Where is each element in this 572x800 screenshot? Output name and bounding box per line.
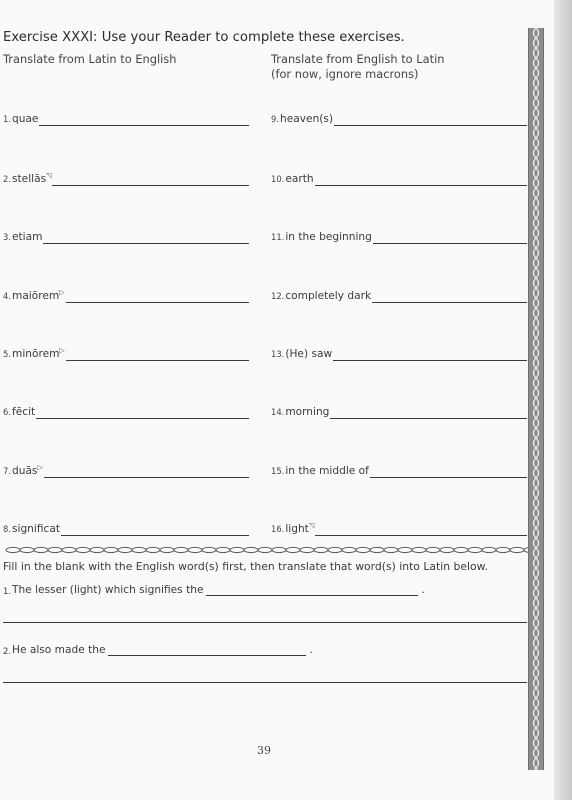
answer-blank[interactable] — [39, 113, 249, 126]
exercise-number: 10. — [271, 174, 285, 184]
fill-blank[interactable] — [206, 583, 418, 596]
exercise-item — [271, 110, 527, 126]
exercise-word: morning — [285, 406, 330, 418]
divider-link — [216, 547, 230, 552]
divider-link — [174, 547, 188, 552]
exercise-number: 15. — [271, 466, 285, 476]
divider-link — [244, 547, 258, 552]
exercise-number: 1. — [3, 114, 11, 124]
exercise-item — [271, 287, 527, 303]
divider-link — [412, 547, 426, 552]
fill-item-2 — [3, 640, 313, 656]
exercise-word: significat — [12, 523, 60, 535]
derivative-marker-icon: ◹ — [46, 171, 52, 180]
exercise-number: 4. — [3, 291, 11, 301]
exercise-label — [3, 347, 65, 361]
exercise-word: etiam — [12, 231, 43, 243]
exercise-number: 3. — [3, 232, 11, 242]
exercise-label — [271, 289, 371, 303]
divider-link — [356, 547, 370, 552]
exercise-word: maiōrem — [12, 290, 60, 302]
exercise-word: (He) saw — [285, 348, 333, 360]
divider-link — [314, 547, 328, 552]
exercise-label — [3, 464, 43, 478]
divider-link — [370, 547, 384, 552]
divider-link — [454, 547, 468, 552]
exercise-word: in the beginning — [285, 231, 372, 243]
divider-link — [496, 547, 510, 552]
exercise-word: minōrem — [12, 348, 60, 360]
divider-link — [482, 547, 496, 552]
exercise-item — [3, 462, 249, 478]
answer-blank[interactable] — [330, 406, 527, 419]
exercise-number: 16. — [271, 524, 285, 534]
instructions-text: Fill in the blank with the English word(s) first, then translate that word(s) into Latin below. — [3, 560, 488, 573]
answer-blank[interactable] — [315, 523, 527, 536]
divider-link — [48, 547, 62, 552]
divider-link — [118, 547, 132, 552]
divider-link — [342, 547, 356, 552]
exercise-label — [3, 172, 51, 186]
exercise-word: stellās — [12, 173, 47, 185]
exercise-word: quae — [12, 113, 39, 125]
divider-link — [426, 547, 440, 552]
exercise-item — [3, 228, 249, 244]
derivative-marker-icon: ▷ — [37, 463, 43, 472]
fill-item-1 — [3, 580, 425, 596]
divider-link — [398, 547, 412, 552]
exercise-label — [3, 112, 38, 126]
exercise-number: 14. — [271, 407, 285, 417]
fill-item-end: . — [309, 644, 313, 656]
exercise-word: heaven(s) — [280, 113, 334, 125]
exercise-label — [271, 230, 372, 244]
exercise-number: 2. — [3, 174, 11, 184]
divider-link — [272, 547, 286, 552]
exercise-label — [271, 172, 314, 186]
exercise-label — [3, 230, 42, 244]
exercise-item — [3, 403, 249, 419]
divider-link — [328, 547, 342, 552]
exercise-number: 6. — [3, 407, 11, 417]
exercise-label — [271, 522, 314, 536]
divider-link — [146, 547, 160, 552]
exercise-number: 8. — [3, 524, 11, 534]
answer-blank[interactable] — [43, 231, 249, 244]
divider-link — [230, 547, 244, 552]
divider-link — [188, 547, 202, 552]
answer-blank[interactable] — [315, 173, 527, 186]
fill-blank[interactable] — [108, 643, 306, 656]
exercise-word: completely dark — [285, 290, 372, 302]
decorative-border-strip — [528, 28, 544, 770]
exercise-word: light — [285, 523, 309, 535]
exercise-number: 9. — [271, 114, 279, 124]
latin-answer-line-2[interactable] — [3, 682, 527, 683]
exercise-item — [3, 170, 249, 186]
divider-link — [286, 547, 300, 552]
page-number: 39 — [257, 744, 271, 757]
exercise-word: earth — [285, 173, 314, 185]
fill-item-number: 1. — [3, 586, 11, 596]
exercise-number: 13. — [271, 349, 285, 359]
page-edge-shadow — [554, 0, 572, 800]
derivative-marker-icon: ◹ — [308, 521, 315, 530]
exercise-number: 7. — [3, 466, 11, 476]
fill-item-text: He also made the — [12, 644, 106, 656]
exercise-item — [271, 520, 527, 536]
exercise-item — [3, 110, 249, 126]
exercise-number: 5. — [3, 349, 11, 359]
answer-blank[interactable] — [373, 231, 527, 244]
divider-link — [524, 547, 528, 552]
divider-link — [468, 547, 482, 552]
divider-link — [76, 547, 90, 552]
answer-blank[interactable] — [370, 465, 527, 478]
right-column-header — [271, 52, 444, 82]
divider-link — [90, 547, 104, 552]
divider-link — [34, 547, 48, 552]
left-column-header: Translate from Latin to English — [3, 52, 177, 66]
divider-link — [258, 547, 272, 552]
answer-blank[interactable] — [333, 348, 527, 361]
exercise-label — [271, 112, 333, 126]
divider-link — [160, 547, 174, 552]
exercise-label — [271, 464, 369, 478]
right-header-line1: Translate from English to Latin — [271, 52, 445, 66]
exercise-item — [271, 345, 527, 361]
answer-blank[interactable] — [66, 348, 249, 361]
exercise-item — [271, 170, 527, 186]
answer-blank[interactable] — [44, 465, 249, 478]
fill-item-end: . — [421, 584, 425, 596]
divider-link — [202, 547, 216, 552]
exercise-item — [3, 287, 249, 303]
exercise-label — [271, 347, 332, 361]
latin-answer-line-1[interactable] — [3, 622, 527, 623]
fill-item-number: 2. — [3, 646, 11, 656]
exercise-item — [271, 228, 527, 244]
exercise-title: Exercise XXXI: Use your Reader to complete these exercises. — [3, 30, 405, 45]
exercise-label — [271, 405, 329, 419]
exercise-item — [3, 345, 249, 361]
divider-link — [104, 547, 118, 552]
right-header-line2: (for now, ignore macrons) — [271, 67, 419, 81]
exercise-number: 12. — [271, 291, 285, 301]
answer-blank[interactable] — [372, 290, 527, 303]
answer-blank[interactable] — [52, 173, 249, 186]
answer-blank[interactable] — [61, 523, 249, 536]
divider-link — [510, 547, 524, 552]
derivative-marker-icon: ▷ — [59, 288, 65, 297]
divider-link — [132, 547, 146, 552]
exercise-label — [3, 522, 60, 536]
vine-border-graphic — [529, 28, 543, 770]
ornamental-divider — [0, 542, 528, 558]
derivative-marker-icon: ▷ — [59, 346, 65, 355]
exercise-number: 11. — [271, 232, 285, 242]
exercise-label — [3, 405, 35, 419]
answer-blank[interactable] — [334, 113, 527, 126]
divider-link — [6, 547, 20, 552]
answer-blank[interactable] — [36, 406, 249, 419]
exercise-word: fēcit — [12, 406, 36, 418]
exercise-label — [3, 289, 65, 303]
divider-link — [440, 547, 454, 552]
answer-blank[interactable] — [66, 290, 249, 303]
divider-link — [384, 547, 398, 552]
exercise-word: duās — [12, 465, 38, 477]
exercise-item — [271, 462, 527, 478]
divider-link — [62, 547, 76, 552]
divider-link — [20, 547, 34, 552]
exercise-item — [271, 403, 527, 419]
exercise-item — [3, 520, 249, 536]
divider-link — [300, 547, 314, 552]
fill-item-text: The lesser (light) which signifies the — [12, 584, 204, 596]
exercise-word: in the middle of — [285, 465, 369, 477]
